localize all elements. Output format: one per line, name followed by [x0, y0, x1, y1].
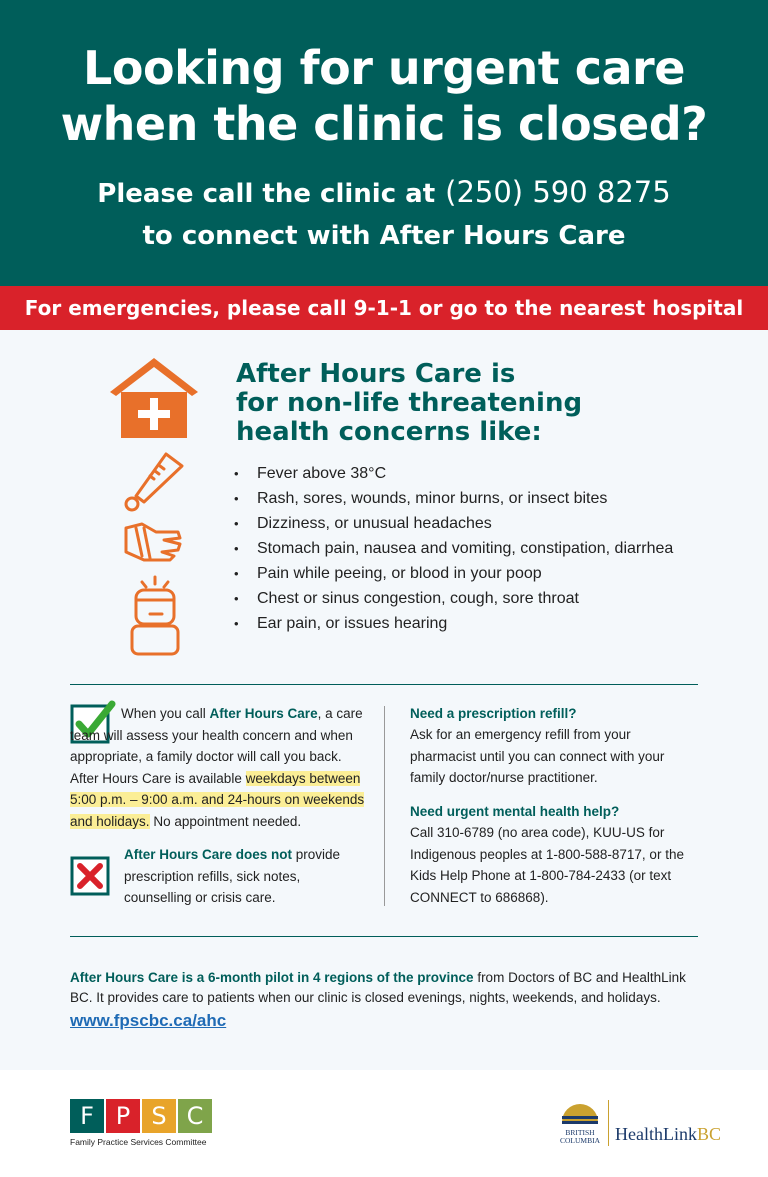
page-title: Looking for urgent care when the clinic is closed?	[60, 41, 708, 151]
list-item: • Pain while peeing, or blood in your poop	[234, 561, 674, 586]
concern-list	[234, 461, 674, 636]
fpsc-logo-c: C	[178, 1099, 212, 1133]
emergency-banner: For emergencies, please call 9-1-1 or go to the nearest hospital	[0, 286, 768, 330]
thermometer-icon	[120, 450, 190, 512]
refill-heading: Need a prescription refill?	[410, 706, 577, 721]
pilot-text: After Hours Care is a 6-month pilot in 4 regions of the province from Doctors of BC and HealthLink BC. It provides care to patients when our clinic is closed evenings, nights, weekends, and holidays.	[70, 970, 686, 1005]
fpsc-logo-s: S	[142, 1099, 176, 1133]
bc-sun-logo-icon	[560, 1100, 600, 1128]
divider	[70, 684, 698, 685]
divider	[70, 936, 698, 937]
fpsc-logo-f: F	[70, 1099, 104, 1133]
care-heading: After Hours Care is for non-life threatening health concerns like:	[236, 359, 583, 447]
when-you-call-text: When you call After Hours Care, a care team will assess your health concern and when appropriate, a family doctor will call you back. After Hours Care is available weekdays between 5:00 p.m. – 9:00 a.m. and 24-hours on weekends and holidays. No appointment needed.	[70, 706, 365, 829]
list-item: • Chest or sinus congestion, cough, sore throat	[234, 586, 674, 611]
mental-health-text: Call 310-6789 (no area code), KUU-US for Indigenous peoples at 1-800-588-8717, or the Kids Help Phone at 1-800-784-2433 (or text CONNECT to 686868).	[410, 825, 684, 905]
fpsc-name: Family Practice Services Committee	[70, 1137, 207, 1147]
house-cross-icon	[106, 354, 202, 440]
does-not-provide-text: After Hours Care does not provide prescription refills, sick notes, counselling or crisis care.	[124, 847, 341, 905]
website-link[interactable]: www.fpscbc.ca/ahc	[70, 1011, 227, 1030]
mental-health-heading: Need urgent mental health help?	[410, 804, 620, 819]
column-divider	[384, 706, 385, 906]
hours-highlight: weekdays between 5:00 p.m. – 9:00 a.m. and 24-hours on weekends and holidays.	[70, 770, 365, 829]
call-instruction: Please call the clinic at (250) 590 8275	[97, 175, 671, 209]
call-instruction-2: to connect with After Hours Care	[142, 221, 626, 251]
cross-mark-icon	[70, 856, 110, 896]
healthlink-logo: HealthLinkBC	[615, 1124, 721, 1144]
bc-wordmark: BRITISH COLUMBIA	[559, 1128, 600, 1145]
list-item: • Dizziness, or unusual headaches	[234, 511, 674, 536]
refill-text: Ask for an emergency refill from your pharmacist until you can connect with your family doctor/nurse practitioner.	[410, 727, 665, 785]
bandaged-hand-icon	[122, 518, 184, 564]
list-item: • Rash, sores, wounds, minor burns, or insect bites	[234, 486, 674, 511]
logo-separator	[608, 1100, 609, 1146]
list-item: • Ear pain, or issues hearing	[234, 611, 674, 636]
sick-person-icon	[126, 574, 184, 658]
fpsc-logo-p: P	[106, 1099, 140, 1133]
list-item: • Stomach pain, nausea and vomiting, constipation, diarrhea	[234, 536, 674, 561]
clinic-phone[interactable]: (250) 590 8275	[445, 175, 671, 209]
header-banner	[0, 0, 768, 286]
list-item: • Fever above 38°C	[234, 461, 674, 486]
